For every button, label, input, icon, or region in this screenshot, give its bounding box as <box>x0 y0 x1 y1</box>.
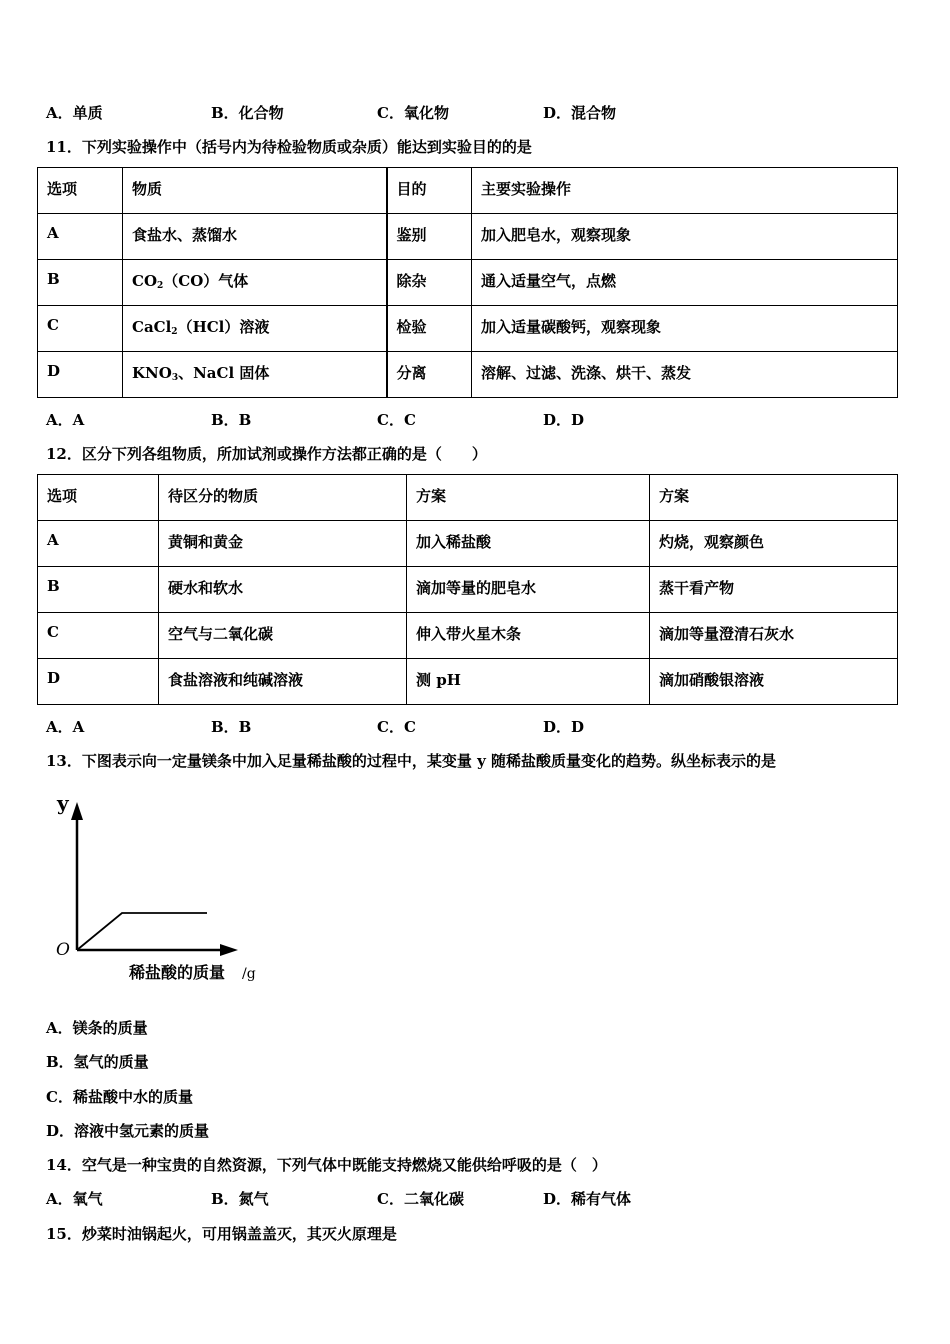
formula-text: KNO <box>132 364 172 382</box>
table-row <box>38 521 898 567</box>
q11-option-c[interactable]: C．C <box>377 411 416 429</box>
y-axis-label: y <box>57 791 69 815</box>
y-axis-arrow-icon <box>71 802 83 820</box>
plan-cell: 滴加硝酸银溶液 <box>650 659 898 705</box>
q13-option-b[interactable]: B．氢气的质量 <box>46 1053 149 1071</box>
q10-options <box>46 102 906 122</box>
trend-graph <box>52 788 292 988</box>
q11-table <box>37 167 898 398</box>
q12-options <box>46 716 906 736</box>
plan-cell: 加入稀盐酸 <box>407 521 650 567</box>
substance-cell: 硬水和软水 <box>159 567 407 613</box>
purpose-cell: 除杂 <box>387 260 472 306</box>
header-cell: 待区分的物质 <box>159 475 407 521</box>
formula-subscript: 3 <box>171 373 179 383</box>
x-axis-arrow-icon <box>220 944 238 956</box>
operation-cell: 溶解、过滤、洗涤、烘干、蒸发 <box>472 352 898 398</box>
formula-text: CaCl <box>132 318 172 336</box>
header-cell: 方案 <box>650 475 898 521</box>
substance-cell <box>123 260 387 306</box>
origin-label: O <box>56 940 70 960</box>
plan-cell: 伸入带火星木条 <box>407 613 650 659</box>
substance-cell <box>123 352 387 398</box>
operation-cell: 加入适量碳酸钙，观察现象 <box>472 306 898 352</box>
option-key-cell: A <box>38 214 123 260</box>
q10-option-c[interactable]: C．氧化物 <box>377 104 449 122</box>
substance-suffix: （CO）气体 <box>163 272 249 290</box>
option-key-cell: C <box>38 613 159 659</box>
purpose-cell: 鉴别 <box>387 214 472 260</box>
substance-cell: 食盐水、蒸馏水 <box>123 214 387 260</box>
q13-stem: 13．下图表示向一定量镁条中加入足量稀盐酸的过程中，某变量 y 随稀盐酸质量变化的趋势。纵坐标表示的是 <box>46 752 777 770</box>
substance-cell: 黄铜和黄金 <box>159 521 407 567</box>
q11-options <box>46 409 906 429</box>
plan-cell: 滴加等量澄清石灰水 <box>650 613 898 659</box>
header-cell: 方案 <box>407 475 650 521</box>
q10-option-d[interactable]: D．混合物 <box>543 104 617 122</box>
substance-suffix: 、NaCl 固体 <box>178 364 270 382</box>
option-key-cell: A <box>38 521 159 567</box>
purpose-cell: 分离 <box>387 352 472 398</box>
trend-line <box>77 913 207 950</box>
option-key-cell: C <box>38 306 123 352</box>
plan-cell: 灼烧，观察颜色 <box>650 521 898 567</box>
q12-option-a[interactable]: A．A <box>46 718 85 736</box>
q12-table <box>37 474 898 705</box>
substance-cell <box>123 306 387 352</box>
header-cell: 主要实验操作 <box>472 168 898 214</box>
plan-cell: 测 pH <box>407 659 650 705</box>
q12-option-c[interactable]: C．C <box>377 718 416 736</box>
q10-option-a[interactable]: A．单质 <box>46 104 103 122</box>
purpose-cell: 检验 <box>387 306 472 352</box>
formula-subscript: 2 <box>171 327 178 337</box>
q14-option-a[interactable]: A．氧气 <box>46 1190 103 1208</box>
q13-option-d[interactable]: D．溶液中氢元素的质量 <box>46 1122 210 1140</box>
x-axis-unit: /g <box>242 966 256 982</box>
header-cell: 选项 <box>38 475 159 521</box>
q10-option-b[interactable]: B．化合物 <box>211 104 284 122</box>
q12-stem: 12．区分下列各组物质，所加试剂或操作方法都正确的是（ ） <box>46 445 487 463</box>
q11-option-d[interactable]: D．D <box>543 411 585 429</box>
operation-cell: 通入适量空气，点燃 <box>472 260 898 306</box>
q14-stem: 14．空气是一种宝贵的自然资源，下列气体中既能支持燃烧又能供给呼吸的是（ ） <box>46 1156 607 1174</box>
q14-option-c[interactable]: C．二氧化碳 <box>377 1190 464 1208</box>
q12-option-d[interactable]: D．D <box>543 718 585 736</box>
table-header-row <box>38 168 898 214</box>
option-key-cell: D <box>38 659 159 705</box>
table-row <box>38 352 898 398</box>
header-cell: 物质 <box>123 168 387 214</box>
formula-text: CO <box>132 272 158 290</box>
x-axis-label: 稀盐酸的质量 <box>129 963 226 982</box>
q13-option-a[interactable]: A．镁条的质量 <box>46 1019 148 1037</box>
option-key-cell: D <box>38 352 123 398</box>
header-cell: 目的 <box>387 168 472 214</box>
table-row <box>38 567 898 613</box>
option-key-cell: B <box>38 260 123 306</box>
table-row <box>38 613 898 659</box>
header-cell: 选项 <box>38 168 123 214</box>
table-header-row <box>38 475 898 521</box>
substance-suffix: （HCl）溶液 <box>177 318 270 336</box>
q11-option-b[interactable]: B．B <box>211 411 252 429</box>
substance-cell: 食盐溶液和纯碱溶液 <box>159 659 407 705</box>
formula-subscript: 2 <box>157 281 164 291</box>
q11-option-a[interactable]: A．A <box>46 411 85 429</box>
substance-cell: 空气与二氧化碳 <box>159 613 407 659</box>
q14-option-b[interactable]: B．氮气 <box>211 1190 269 1208</box>
option-key-cell: B <box>38 567 159 613</box>
table-row <box>38 659 898 705</box>
plan-cell: 滴加等量的肥皂水 <box>407 567 650 613</box>
q14-options <box>46 1188 906 1208</box>
q11-stem: 11．下列实验操作中（括号内为待检验物质或杂质）能达到实验目的的是 <box>46 138 532 156</box>
q13-option-c[interactable]: C．稀盐酸中水的质量 <box>46 1088 193 1106</box>
q14-option-d[interactable]: D．稀有气体 <box>543 1190 632 1208</box>
table-row <box>38 260 898 306</box>
plan-cell: 蒸干看产物 <box>650 567 898 613</box>
q15-stem: 15．炒菜时油锅起火，可用锅盖盖灭，其灭火原理是 <box>46 1225 397 1243</box>
operation-cell: 加入肥皂水，观察现象 <box>472 214 898 260</box>
table-row <box>38 306 898 352</box>
table-row <box>38 214 898 260</box>
q12-option-b[interactable]: B．B <box>211 718 252 736</box>
